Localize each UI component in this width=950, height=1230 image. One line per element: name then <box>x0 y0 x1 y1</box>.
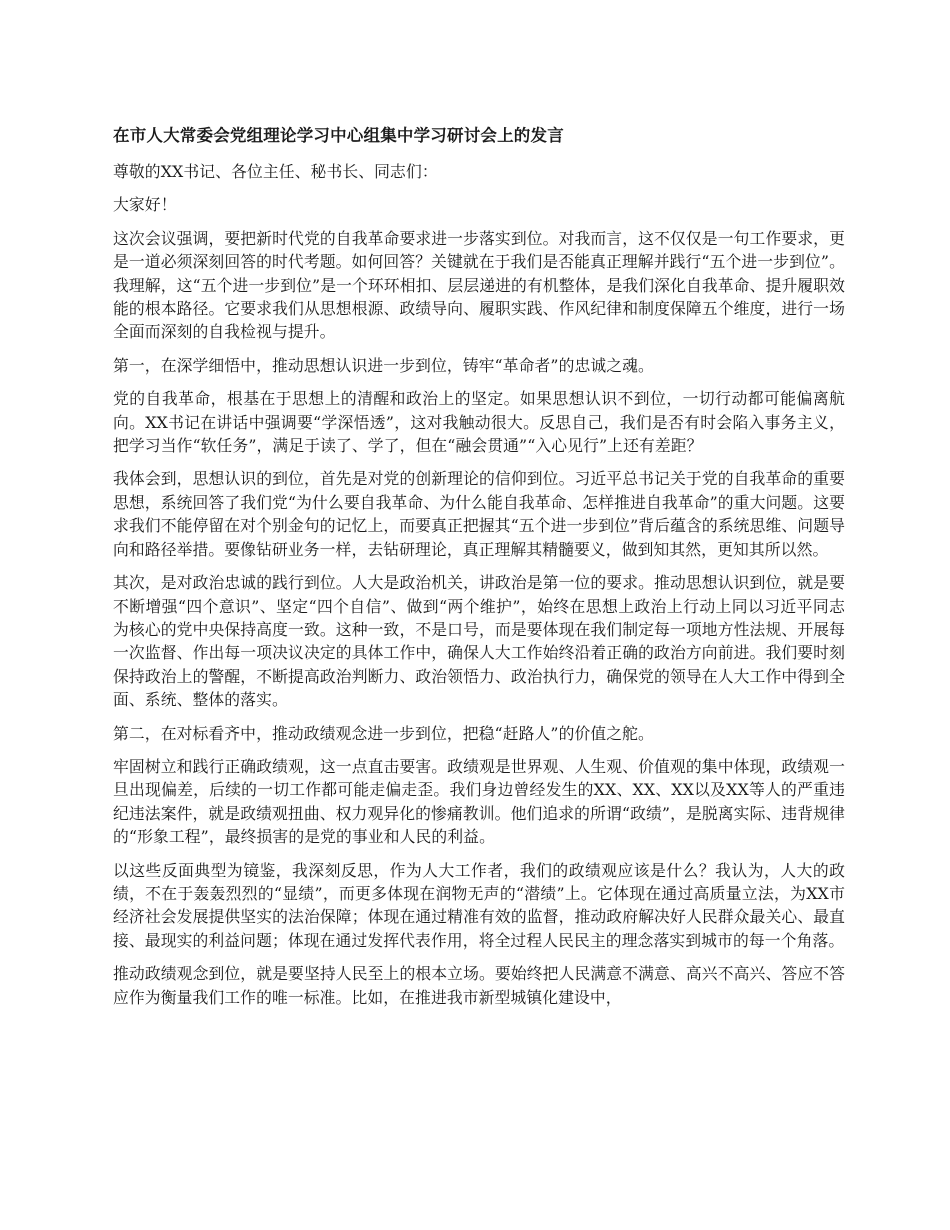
intro-paragraph: 这次会议强调，要把新时代党的自我革命要求进一步落实到位。对我而言，这不仅仅是一句工作要求，更是一道必须深刻回答的时代考题。如何回答？关键就在于我们是否能真正理解并践行“五个进一步到位”。我理解，这“五个进一步到位”是一个环环相扣、层层递进的有机整体，是我们深化自我革命、提升履职效能的根本路径。它要求我们从思想根源、政绩导向、履职实践、作风纪律和制度保障五个维度，进行一场全面而深刻的自我检视与提升。 <box>113 228 845 342</box>
body-paragraph: 推动政绩观念到位，就是要坚持人民至上的根本立场。要始终把人民满意不满意、高兴不高兴、答应不答应作为衡量我们工作的唯一标准。比如，在推进我市新型城镇化建设中， <box>113 964 845 1007</box>
body-paragraph: 以这些反面典型为镜鉴，我深刻反思，作为人大工作者，我们的政绩观应该是什么？我认为，人大的政绩，不在于轰轰烈烈的“显绩”，而更多体现在润物无声的“潜绩”上。它体现在通过高质量立法，为XX市经济社会发展提供坚实的法治保障；体现在通过精准有效的监督，推动政府解决好人民群众最关心、最直接、最现实的利益问题；体现在通过发挥代表作用，将全过程人民民主的理念落实到城市的每一个角落。 <box>113 860 845 950</box>
body-paragraph: 牢固树立和践行正确政绩观，这一点直击要害。政绩观是世界观、人生观、价值观的集中体现，政绩观一旦出现偏差，后续的一切工作都可能走偏走歪。我们身边曾经发生的XX、XX、XX以及XX等人的严重违纪违法案件，就是政绩观扭曲、权力观异化的惨痛教训。他们追求的所谓“政绩”，是脱离实际、违背规律的“形象工程”，最终损害的是党的事业和人民的利益。 <box>113 756 845 847</box>
document-title: 在市人大常委会党组理论学习中心组集中学习研讨会上的发言 <box>113 126 564 145</box>
body-paragraph: 党的自我革命，根基在于思想上的清醒和政治上的坚定。如果思想认识不到位，一切行动都可能偏离航向。XX书记在讲话中强调要“学深悟透”，这对我触动很大。反思自己，我们是否有时会陷入事务主义，把学习当作“软任务”，满足于读了、学了，但在“融会贯通”“入心见行”上还有差距？ <box>113 389 845 456</box>
salutation: 尊敬的XX书记、各位主任、秘书长、同志们： <box>113 162 438 181</box>
greeting: 大家好！ <box>113 195 177 215</box>
section-heading-1: 第一，在深学细悟中，推动思想认识进一步到位，铸牢“革命者”的忠诚之魂。 <box>113 355 654 375</box>
body-paragraph: 我体会到，思想认识的到位，首先是对党的创新理论的信仰到位。习近平总书记关于党的自我革命的重要思想，系统回答了我们党“为什么要自我革命、为什么能自我革命、怎样推进自我革命”的重大问题。这要求我们不能停留在对个别金句的记忆上，而要真正把握其“五个进一步到位”背后蕴含的系统思维、问题导向和路径举措。要像钻研业务一样，去钻研理论，真正理解其精髓要义，做到知其然，更知其所以然。 <box>113 469 845 559</box>
section-heading-2: 第二，在对标看齐中，推动政绩观念进一步到位，把稳“赶路人”的价值之舵。 <box>113 723 654 743</box>
body-paragraph: 其次，是对政治忠诚的践行到位。人大是政治机关，讲政治是第一位的要求。推动思想认识到位，就是要不断增强“四个意识”、坚定“四个自信”、做到“两个维护”，始终在思想上政治上行动上同以习近平同志为核心的党中央保持高度一致。这种一致，不是口号，而是要体现在我们制定每一项地方性法规、开展每一次监督、作出每一项决议决定的具体工作中，确保人大工作始终沿着正确的政治方向前进。我们要时刻保持政治上的警醒，不断提高政治判断力、政治领悟力、政治执行力，确保党的领导在人大工作中得到全面、系统、整体的落实。 <box>113 573 845 710</box>
document-page <box>113 124 845 1019</box>
